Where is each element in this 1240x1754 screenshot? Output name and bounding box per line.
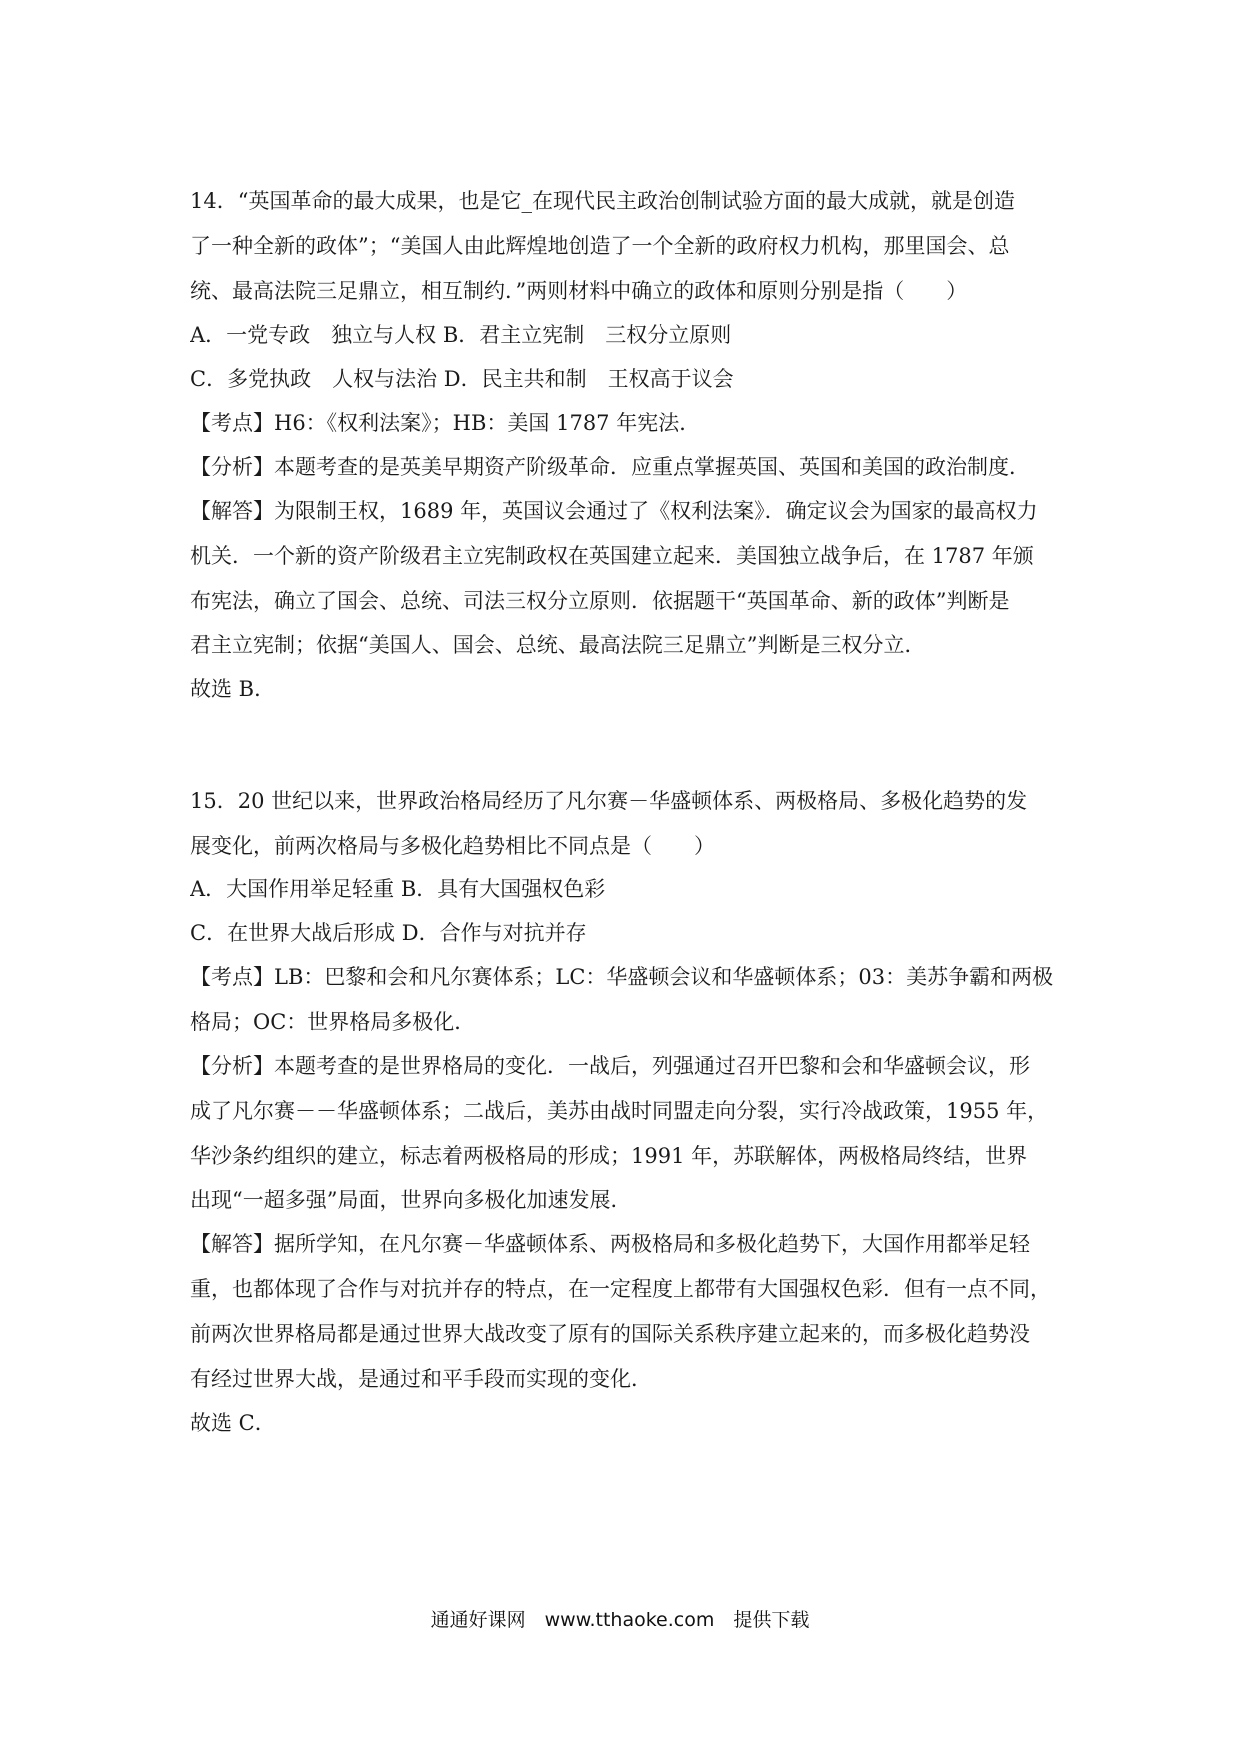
q15-fenxi-line-3: 华沙条约组织的建立，标志着两极格局的形成；1991 年，苏联解体，两极格局终结，世界 [190, 1144, 1028, 1168]
q15-kaodian-line-1: 【考点】LB：巴黎和会和凡尔赛体系；LC：华盛顿会议和华盛顿体系；03：美苏争霸和两极 [190, 965, 1054, 989]
q14-options-line-1: A．一党专政 独立与人权 B．君主立宪制 三权分立原则 [190, 323, 732, 347]
q15-fenxi-line-2: 成了凡尔赛－－华盛顿体系；二战后，美苏由战时同盟走向分裂，实行冷战政策，1955 年， [190, 1099, 1049, 1123]
q15-jieda-line-2: 重，也都体现了合作与对抗并存的特点，在一定程度上都带有大国强权色彩．但有一点不同， [190, 1277, 1051, 1301]
q14-options-line-2: C．多党执政 人权与法治 D．民主共和制 王权高于议会 [190, 367, 734, 391]
page-footer: 通通好课网 www.tthaoke.com 提供下载 [430, 1609, 810, 1631]
q14-stem-line-3: 统、最高法院三足鼎立，相互制约．”两则材料中确立的政体和原则分别是指（ ） [190, 279, 968, 303]
q14-kaodian: 【考点】H6：《权利法案》；HB：美国 1787 年宪法． [190, 411, 701, 435]
q15-jieda-line-3: 前两次世界格局都是通过世界大战改变了原有的国际关系秩序建立起来的，而多极化趋势没 [190, 1322, 1030, 1346]
q15-fenxi-line-4: 出现“一超多强”局面，世界向多极化加速发展． [190, 1188, 632, 1212]
q15-jieda-line-4: 有经过世界大战，是通过和平手段而实现的变化． [190, 1367, 652, 1391]
q14-jieda-line-3: 布宪法，确立了国会、总统、司法三权分立原则．依据题干“英国革命、新的政体”判断是 [190, 589, 1010, 613]
q15-stem-line-1: 15．20 世纪以来，世界政治格局经历了凡尔赛－华盛顿体系、两极格局、多极化趋势的发 [190, 789, 1028, 813]
q14-stem-line-2: 了一种全新的政体”；“美国人由此辉煌地创造了一个全新的政府权力机构，那里国会、总 [190, 234, 1010, 258]
q15-fenxi-line-1: 【分析】本题考查的是世界格局的变化．一战后，列强通过召开巴黎和会和华盛顿会议，形 [190, 1054, 1030, 1078]
q14-fenxi: 【分析】本题考查的是英美早期资产阶级革命．应重点掌握英国、英国和美国的政治制度． [190, 455, 1030, 479]
q14-jieda-line-1: 【解答】为限制王权，1689 年，英国议会通过了《权利法案》．确定议会为国家的最高权力 [190, 499, 1038, 523]
q15-answer: 故选 C． [190, 1411, 276, 1435]
q14-answer: 故选 B． [190, 677, 276, 701]
q15-options-line-1: A．大国作用举足轻重 B．具有大国强权色彩 [190, 877, 606, 901]
q15-kaodian-line-2: 格局；OC：世界格局多极化． [190, 1010, 476, 1034]
q14-jieda-line-2: 机关．一个新的资产阶级君主立宪制政权在英国建立起来．美国独立战争后，在 1787 年颁 [190, 544, 1034, 568]
q14-jieda-line-4: 君主立宪制；依据“美国人、国会、总统、最高法院三足鼎立”判断是三权分立． [190, 633, 926, 657]
q15-options-line-2: C．在世界大战后形成 D．合作与对抗并存 [190, 921, 587, 945]
q15-jieda-line-1: 【解答】据所学知，在凡尔赛－华盛顿体系、两极格局和多极化趋势下，大国作用都举足轻 [190, 1232, 1030, 1256]
q15-stem-line-2: 展变化，前两次格局与多极化趋势相比不同点是（ ） [190, 834, 715, 858]
q14-stem-line-1: 14．“英国革命的最大成果，也是它_在现代民主政治创制试验方面的最大成就，就是创造 [190, 189, 1015, 213]
